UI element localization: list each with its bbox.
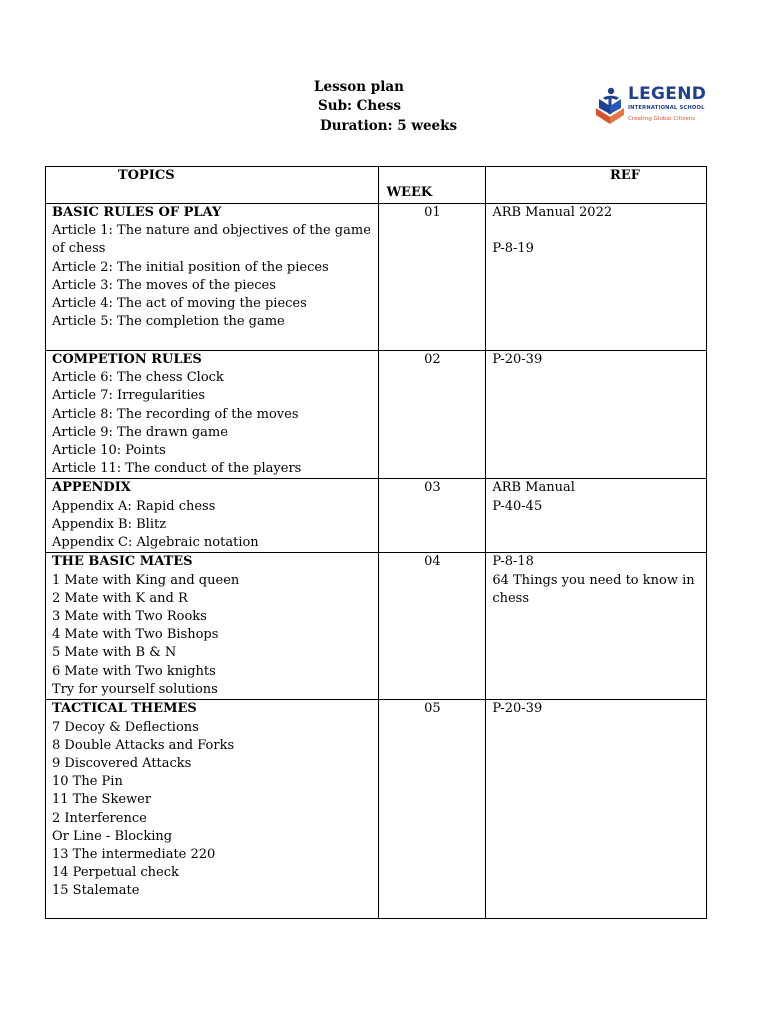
list-item: Article 7: Irregularities — [52, 388, 206, 404]
section-title: APPENDIX — [52, 480, 131, 496]
list-item: Article 11: The conduct of the players — [52, 461, 302, 477]
table-row — [46, 204, 707, 351]
topic-cell — [46, 204, 379, 351]
list-item: Article 6: The chess Clock — [52, 370, 224, 386]
week-cell: 04 — [379, 553, 486, 700]
topic-cell — [46, 479, 379, 553]
ref-item: ARB Manual 2022 — [492, 205, 613, 220]
week-cell: 03 — [379, 479, 486, 553]
ref-cell — [486, 351, 707, 479]
list-item: 7 Decoy & Deflections — [52, 719, 199, 735]
list-item: 2 Mate with K and R — [52, 590, 188, 606]
ref-cell — [486, 479, 707, 553]
list-item: 13 The intermediate 220 — [52, 847, 216, 863]
table-row — [46, 479, 707, 553]
list-item: 8 Double Attacks and Forks — [52, 737, 235, 753]
list-item: 15 Stalemate — [52, 883, 140, 899]
ref-item: 64 Things you need to know in chess — [492, 572, 695, 606]
book-figure-icon — [594, 84, 626, 128]
header-ref: REF — [486, 167, 707, 204]
list-item: 11 The Skewer — [52, 792, 152, 808]
list-item: Article 3: The moves of the pieces — [52, 277, 276, 293]
list-item: Article 2: The initial position of the pieces — [52, 259, 329, 275]
section-title: TACTICAL THEMES — [52, 701, 197, 717]
list-item: Article 8: The recording of the moves — [52, 406, 299, 422]
list-item: Article 4: The act of moving the pieces — [52, 296, 307, 312]
week-cell: 02 — [379, 351, 486, 479]
list-item: 3 Mate with Two Rooks — [52, 609, 207, 625]
list-item: 6 Mate with Two knights — [52, 663, 216, 679]
list-item: Article 9: The drawn game — [52, 424, 228, 440]
table-row — [46, 553, 707, 700]
subject-line: Sub: Chess — [318, 98, 402, 114]
ref-cell — [486, 553, 707, 700]
section-title: BASIC RULES OF PLAY — [52, 205, 222, 220]
list-item: 4 Mate with Two Bishops — [52, 627, 219, 643]
ref-item: P-8-19 — [492, 241, 534, 257]
list-item: 14 Perpetual check — [52, 865, 179, 881]
list-item: Article 5: The completion the game — [52, 314, 285, 330]
duration-line: Duration: 5 weeks — [320, 118, 458, 134]
list-item: 9 Discovered Attacks — [52, 756, 192, 772]
ref-item: P-40-45 — [492, 498, 543, 514]
ref-item: P-8-18 — [492, 554, 534, 570]
ref-cell — [486, 700, 707, 919]
list-item: Appendix B: Blitz — [52, 516, 167, 532]
logo-tagline: Creating Global Citizens — [628, 116, 696, 122]
table-row — [46, 351, 707, 479]
school-logo — [594, 84, 706, 130]
table-row — [46, 700, 707, 919]
list-item: Article 1: The nature and objectives of the game of chess — [52, 223, 371, 257]
ref-item: P-20-39 — [492, 352, 543, 367]
list-item: Or Line - Blocking — [52, 828, 173, 844]
section-title: THE BASIC MATES — [52, 554, 193, 570]
header-week: WEEK — [379, 167, 486, 204]
lesson-plan-table — [45, 166, 707, 919]
week-cell: 01 — [379, 204, 486, 351]
list-item: 1 Mate with King and queen — [52, 572, 240, 588]
ref-cell — [486, 204, 707, 351]
week-cell: 05 — [379, 700, 486, 919]
list-item: Appendix A: Rapid chess — [52, 498, 216, 514]
list-item: 2 Interference — [52, 810, 147, 826]
ref-item: P-20-39 — [492, 701, 543, 717]
list-item: Try for yourself solutions — [52, 681, 218, 697]
ref-item: ARB Manual — [492, 480, 575, 496]
list-item: Article 10: Points — [52, 443, 166, 459]
list-item: 5 Mate with B & N — [52, 645, 177, 661]
logo-school-name: INTERNATIONAL SCHOOL — [628, 105, 705, 111]
header-topics: TOPICS — [46, 167, 379, 204]
logo-name: LEGEND — [628, 84, 707, 104]
topic-cell — [46, 553, 379, 700]
document-title: Lesson plan — [314, 79, 404, 95]
table-header-row — [46, 167, 707, 204]
list-item: Appendix C: Algebraic notation — [52, 535, 259, 551]
list-item: 10 The Pin — [52, 774, 123, 790]
topic-cell — [46, 351, 379, 479]
section-title: COMPETION RULES — [52, 352, 202, 367]
topic-cell — [46, 700, 379, 919]
